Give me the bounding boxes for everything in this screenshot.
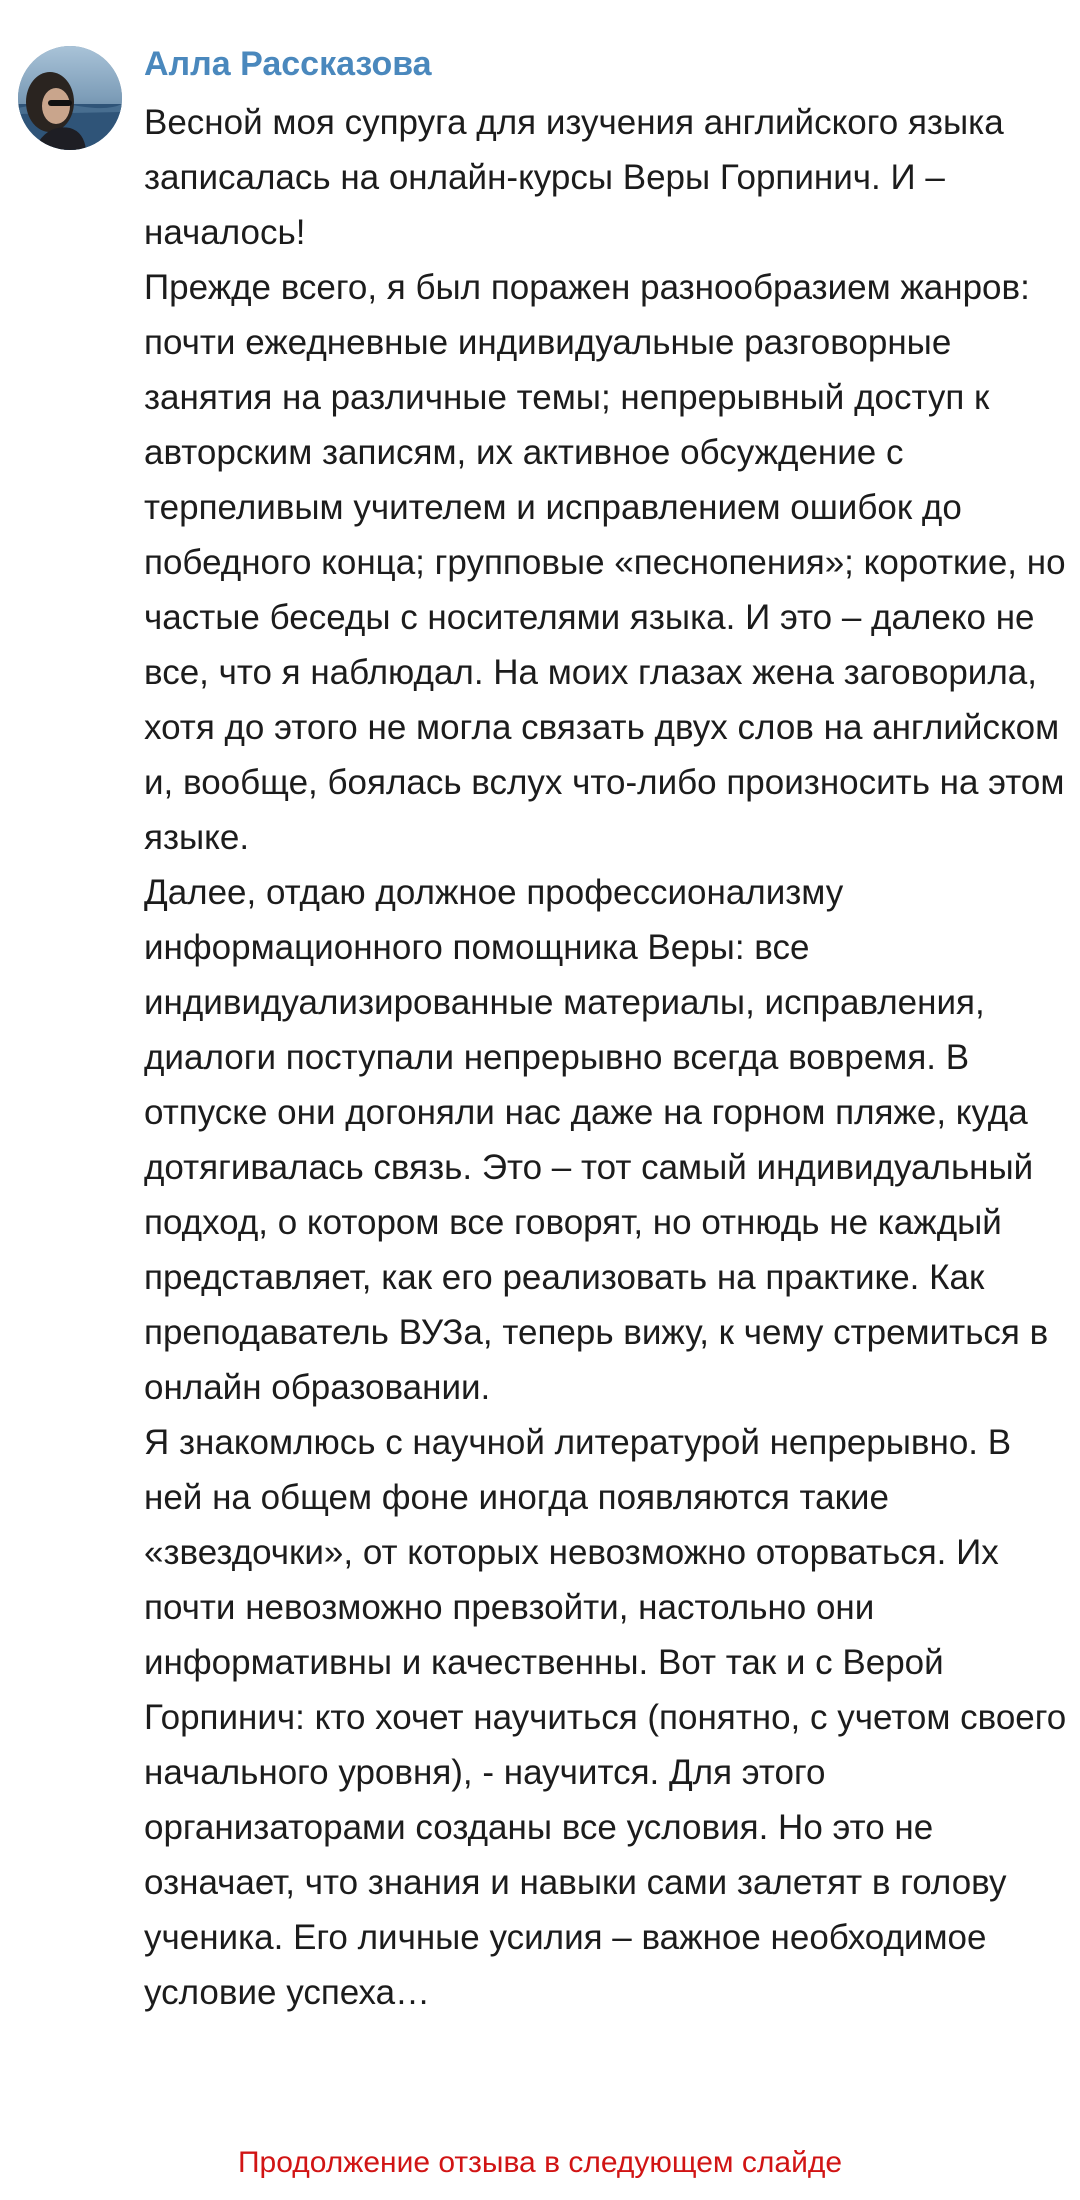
message-paragraph: Прежде всего, я был поражен разнообразием жанров: почти ежедневные индивидуальные разговорные занятия на различные темы; непрерывный доступ к авторским записям, их активное обсуждение с терпеливым учителем и исправлением ошибок до победного конца; групповые «песнопения»; короткие, но частые беседы с носителями языка. И это – далеко не все, что я наблюдал. На моих глазах жена заговорила, хотя до этого не могла связать двух слов на английском и, вообще, боялась вслух что-либо произносить на этом языке. (144, 268, 1066, 857)
message-paragraph: Весной моя супруга для изучения английского языка записалась на онлайн-курсы Веры Горпинич. И – началось! (144, 103, 1004, 252)
continuation-note: Продолжение отзыва в следующем слайде (237, 2146, 843, 2179)
message-paragraph: Я знакомлюсь с научной литературой непрерывно. В ней на общем фоне иногда появляются такие «звездочки», от которых невозможно оторваться. Их почти невозможно превзойти, настольно они информативны и качественны. Вот так и с Верой Горпинич: кто хочет научиться (понятно, с учетом своего начального уровня), - научится. Для этого организаторами созданы все условия. Но это не означает, что знания и навыки сами залетят в голову ученика. Его личные усилия – важное необходимое условие успеха… (144, 1423, 1067, 2012)
message-paragraph: Далее, отдаю должное профессионализму информационного помощника Веры: все индивидуализированные материалы, исправления, диалоги поступали непрерывно всегда вовремя. В отпуске они догоняли нас даже на горном пляже, куда дотягивалась связь. Это – тот самый индивидуальный подход, о котором все говорят, но отнюдь не каждый представляет, как его реализовать на практике. Как преподаватель ВУЗа, теперь вижу, к чему стремиться в онлайн образовании. (144, 873, 1049, 1407)
message-text (144, 95, 1069, 2020)
avatar[interactable] (18, 46, 122, 150)
author-name[interactable]: Алла Рассказова (144, 45, 432, 83)
profile-photo-icon (18, 46, 122, 150)
